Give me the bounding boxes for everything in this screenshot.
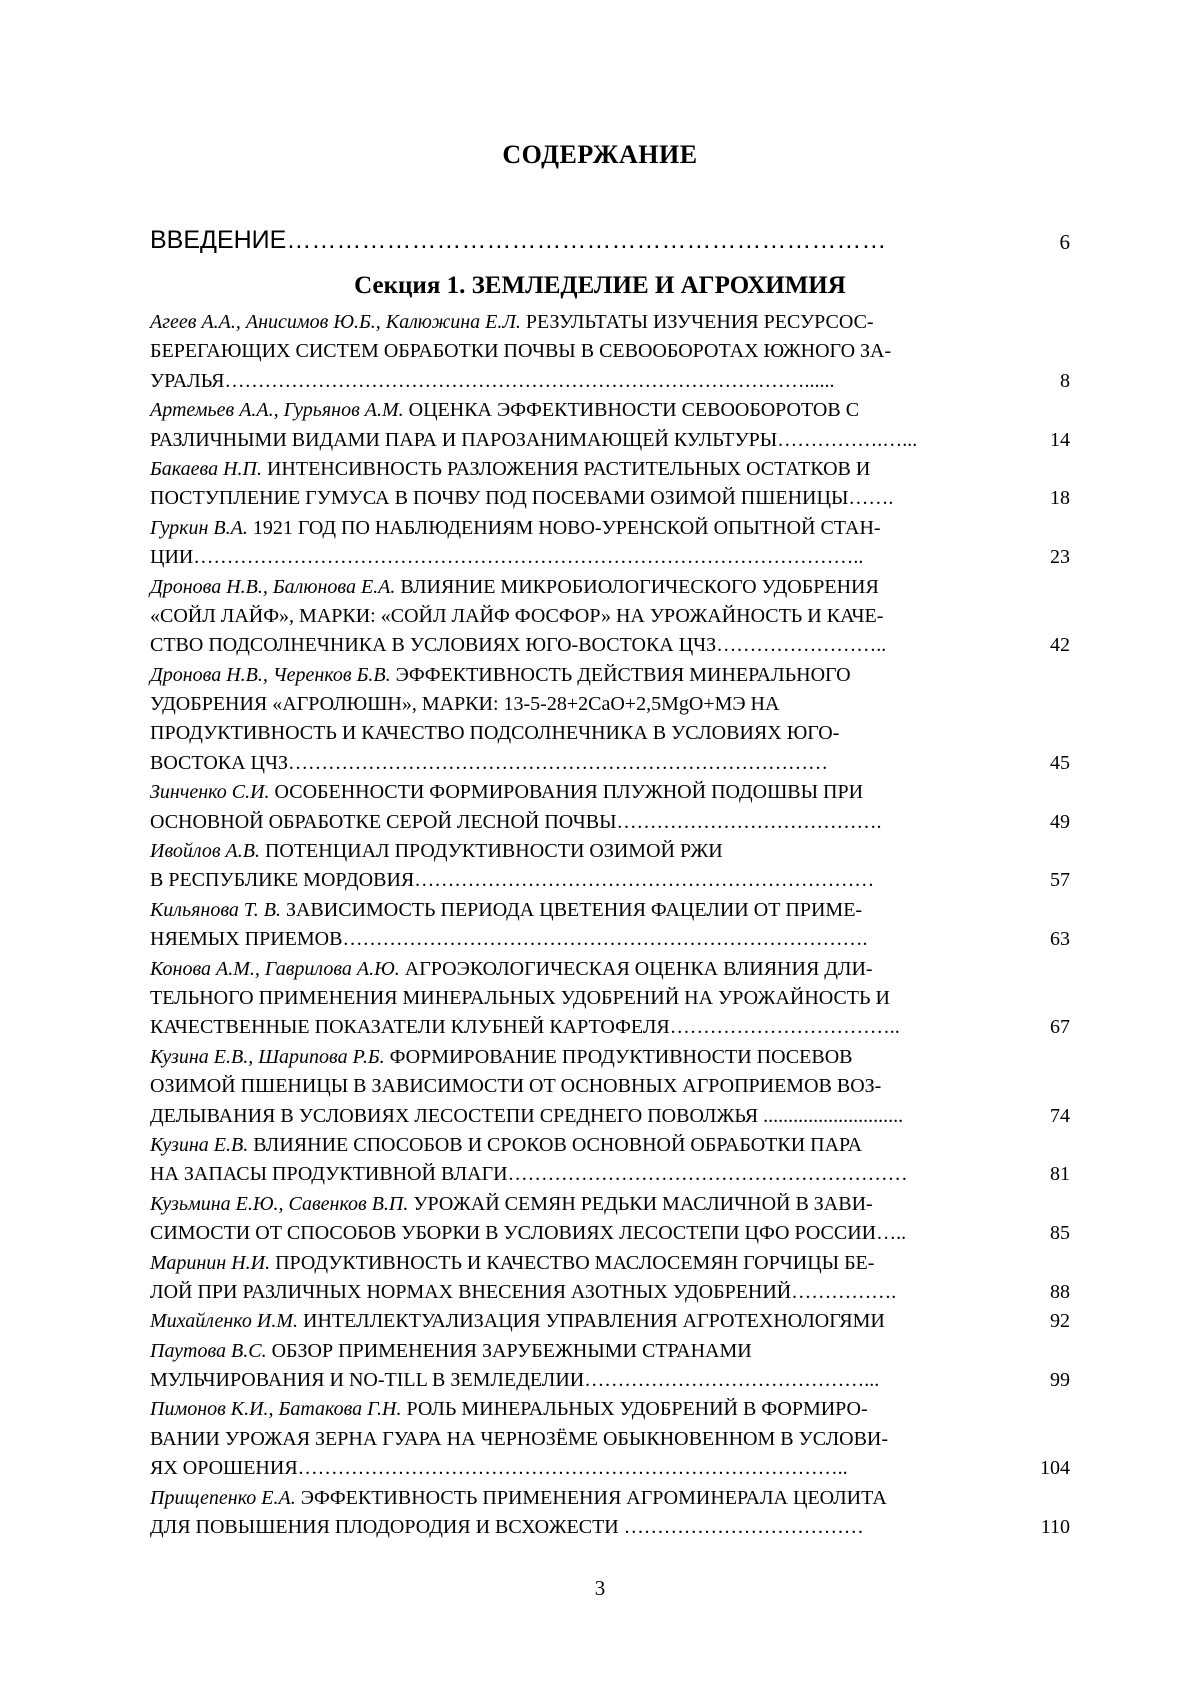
toc-entry-title: УРАЛЬЯ……………………………………………………………………………...... xyxy=(150,369,835,392)
toc-entry-page: 104 xyxy=(1040,1457,1070,1480)
toc-entry-page: 63 xyxy=(1050,928,1070,951)
toc-entry-authors: Кильянова Т. В. xyxy=(150,898,281,921)
toc-entry-title: ПОТЕНЦИАЛ ПРОДУКТИВНОСТИ ОЗИМОЙ РЖИ xyxy=(264,840,723,863)
toc-entry-title: ОСОБЕННОСТИ ФОРМИРОВАНИЯ ПЛУЖНОЙ ПОДОШВЫ ПРИ xyxy=(274,781,864,804)
toc-entry-title: МУЛЬЧИРОВАНИЯ И NO-TILL В ЗЕМЛЕДЕЛИИ……………………………………... xyxy=(150,1369,880,1392)
toc-entry-authors: Пимонов К.И., Батакова Г.Н. xyxy=(150,1398,402,1421)
toc-entry-title: РОЛЬ МИНЕРАЛЬНЫХ УДОБРЕНИЙ В ФОРМИРО- xyxy=(406,1398,868,1421)
toc-entry-line xyxy=(150,396,1070,425)
toc-entry xyxy=(150,1337,1070,1396)
toc-entry-authors: Кузина Е.В. xyxy=(150,1133,249,1156)
toc-entry-line xyxy=(150,1425,1070,1454)
toc-entry-line xyxy=(150,661,1070,690)
toc-entry-title: ПРОДУКТИВНОСТЬ И КАЧЕСТВО ПОДСОЛНЕЧНИКА В УСЛОВИЯХ ЮГО- xyxy=(150,722,840,745)
toc-entry xyxy=(150,1190,1070,1249)
page-title: СОДЕРЖАНИЕ xyxy=(502,140,698,169)
toc-entry xyxy=(150,955,1070,1043)
toc-entry-line xyxy=(150,573,1070,602)
toc-entry-line xyxy=(150,1454,1070,1483)
toc-entry-title: ИНТЕЛЛЕКТУАЛИЗАЦИЯ УПРАВЛЕНИЯ АГРОТЕХНОЛОГЯМИ xyxy=(303,1310,885,1333)
toc-entry-title: ПОСТУПЛЕНИЕ ГУМУСА В ПОЧВУ ПОД ПОСЕВАМИ ОЗИМОЙ ПШЕНИЦЫ……. xyxy=(150,487,894,510)
toc-entry-title: СТВО ПОДСОЛНЕЧНИКА В УСЛОВИЯХ ЮГО-ВОСТОКА ЦЧЗ…………………….. xyxy=(150,634,887,657)
toc-entry-line xyxy=(150,308,1070,337)
toc-entry-title: БЕРЕГАЮЩИХ СИСТЕМ ОБРАБОТКИ ПОЧВЫ В СЕВООБОРОТАХ ЮЖНОГО ЗА- xyxy=(150,340,892,363)
toc-entry-title: ЭФФЕКТИВНОСТЬ ДЕЙСТВИЯ МИНЕРАЛЬНОГО xyxy=(395,663,851,686)
toc-entry-authors: Зинченко С.И. xyxy=(150,781,270,804)
toc-entry-line xyxy=(150,337,1070,366)
toc-entry-page: 92 xyxy=(1050,1310,1070,1333)
toc-entry-line xyxy=(150,1337,1070,1366)
toc-entry-title: ЯХ ОРОШЕНИЯ……………………………………………………………………….. xyxy=(150,1457,848,1480)
toc-entry-title: ВОСТОКА ЦЧЗ……………………………………………………………………… xyxy=(150,751,829,774)
toc-entry-page: 74 xyxy=(1050,1104,1070,1127)
toc-entry-line xyxy=(150,749,1070,778)
toc-entry-authors: Бакаева Н.П. xyxy=(150,457,262,480)
toc-entry-title: ЛОЙ ПРИ РАЗЛИЧНЫХ НОРМАХ ВНЕСЕНИЯ АЗОТНЫХ УДОБРЕНИЙ……………. xyxy=(150,1280,897,1303)
toc-entry xyxy=(150,837,1070,896)
toc-entry-line xyxy=(150,896,1070,925)
toc-entry-line xyxy=(150,1307,1070,1336)
toc-entry-page: 88 xyxy=(1050,1280,1070,1303)
toc-entry-authors: Конова А.М., Гаврилова А.Ю. xyxy=(150,957,400,980)
toc-entry-title: УРОЖАЙ СЕМЯН РЕДЬКИ МАСЛИЧНОЙ В ЗАВИ- xyxy=(413,1192,873,1215)
toc-entry-line xyxy=(150,1219,1070,1248)
toc-entry-line xyxy=(150,808,1070,837)
toc-entry-title: «СОЙЛ ЛАЙФ», МАРКИ: «СОЙЛ ЛАЙФ ФОСФОР» НА УРОЖАЙНОСТЬ И КАЧЕ- xyxy=(150,604,884,627)
toc-entry-title: РАЗЛИЧНЫМИ ВИДАМИ ПАРА И ПАРОЗАНИМАЮЩЕЙ КУЛЬТУРЫ…………….…... xyxy=(150,428,918,451)
toc-entry-page: 81 xyxy=(1050,1163,1070,1186)
toc-entry-page: 42 xyxy=(1050,634,1070,657)
toc-entry-title: ЦИИ……………………………………………………………………………………….. xyxy=(150,546,864,569)
toc-entry-line xyxy=(150,1072,1070,1101)
toc-entry-title: ОСНОВНОЙ ОБРАБОТКЕ СЕРОЙ ЛЕСНОЙ ПОЧВЫ…………………………………. xyxy=(150,810,882,833)
toc-entry-line xyxy=(150,719,1070,748)
toc-entry-line xyxy=(150,1278,1070,1307)
toc-entry-line xyxy=(150,1249,1070,1278)
toc-entry-page: 49 xyxy=(1050,810,1070,833)
toc-entry-page: 18 xyxy=(1050,487,1070,510)
toc-entry-title: НЯЕМЫХ ПРИЕМОВ……………………………………………………………………. xyxy=(150,928,868,951)
toc-entry-authors: Артемьев А.А., Гурьянов А.М. xyxy=(150,399,404,422)
toc-entry-line xyxy=(150,984,1070,1013)
toc-entry-authors: Ивойлов А.В. xyxy=(150,840,260,863)
toc-entry-line xyxy=(150,426,1070,455)
toc-entry xyxy=(150,1043,1070,1131)
toc-entry-line xyxy=(150,602,1070,631)
toc-entry-title: ДЕЛЫВАНИЯ В УСЛОВИЯХ ЛЕСОСТЕПИ СРЕДНЕГО ПОВОЛЖЬЯ ............................ xyxy=(150,1104,904,1127)
toc-entry-title: ВЛИЯНИЕ СПОСОБОВ И СРОКОВ ОСНОВНОЙ ОБРАБОТКИ ПАРА xyxy=(253,1133,863,1156)
toc-entry xyxy=(150,778,1070,837)
toc-entry-line xyxy=(150,514,1070,543)
toc-entry-line xyxy=(150,1160,1070,1189)
toc-entry-page: 14 xyxy=(1050,428,1070,451)
toc-entry-line xyxy=(150,367,1070,396)
toc-entry-line xyxy=(150,866,1070,895)
toc-entry-title: В РЕСПУБЛИКЕ МОРДОВИЯ…………………………………………………………… xyxy=(150,869,875,892)
toc-entry-line xyxy=(150,1043,1070,1072)
toc-entry-authors: Маринин Н.И. xyxy=(150,1251,271,1274)
toc-entry-line xyxy=(150,778,1070,807)
toc-entry-line xyxy=(150,1131,1070,1160)
toc-entry-authors: Паутова В.С. xyxy=(150,1339,267,1362)
toc-entry-line xyxy=(150,543,1070,572)
toc-entry-page: 110 xyxy=(1040,1516,1070,1539)
toc-entry-line xyxy=(150,1102,1070,1131)
section-heading: Секция 1. ЗЕМЛЕДЕЛИЕ И АГРОХИМИЯ xyxy=(354,272,846,299)
toc-entry xyxy=(150,1131,1070,1190)
toc-entry-title: ЭФФЕКТИВНОСТЬ ПРИМЕНЕНИЯ АГРОМИНЕРАЛА ЦЕОЛИТА xyxy=(300,1486,887,1509)
toc-entries xyxy=(150,308,1070,1542)
toc-entry-line xyxy=(150,690,1070,719)
toc-entry xyxy=(150,455,1070,514)
toc-entry xyxy=(150,396,1070,455)
toc-entry-title: ОЗИМОЙ ПШЕНИЦЫ В ЗАВИСИМОСТИ ОТ ОСНОВНЫХ АГРОПРИЕМОВ ВОЗ- xyxy=(150,1075,882,1098)
toc-entry-authors: Агеев А.А., Анисимов Ю.Б., Калюжина Е.Л. xyxy=(150,311,521,333)
toc-entry-page: 8 xyxy=(1060,369,1070,392)
toc-entry-title: СИМОСТИ ОТ СПОСОБОВ УБОРКИ В УСЛОВИЯХ ЛЕСОСТЕПИ ЦФО РОССИИ….. xyxy=(150,1222,907,1245)
toc-entry xyxy=(150,1307,1070,1336)
toc-entry-title: ФОРМИРОВАНИЕ ПРОДУКТИВНОСТИ ПОСЕВОВ xyxy=(389,1045,853,1068)
toc-entry-line xyxy=(150,955,1070,984)
toc-intro-text: ВВЕДЕНИЕ……………………………………………………………… xyxy=(150,226,887,254)
toc-entry-title: ИНТЕНСИВНОСТЬ РАЗЛОЖЕНИЯ РАСТИТЕЛЬНЫХ ОСТАТКОВ И xyxy=(266,457,871,480)
toc-intro-page: 6 xyxy=(1059,230,1070,254)
toc-entry xyxy=(150,573,1070,661)
toc-entry xyxy=(150,1484,1070,1543)
toc-entry-page: 57 xyxy=(1050,869,1070,892)
toc-entry-title: ВАНИИ УРОЖАЯ ЗЕРНА ГУАРА НА ЧЕРНОЗЁМЕ ОБЫКНОВЕННОМ В УСЛОВИ- xyxy=(150,1427,889,1450)
toc-entry-authors: Прищепенко Е.А. xyxy=(150,1486,296,1509)
toc-entry xyxy=(150,514,1070,573)
toc-entry-title: ЗАВИСИМОСТЬ ПЕРИОДА ЦВЕТЕНИЯ ФАЦЕЛИИ ОТ ПРИМЕ- xyxy=(285,898,863,921)
toc-entry xyxy=(150,1395,1070,1483)
toc-entry-title: 1921 ГОД ПО НАБЛЮДЕНИЯМ НОВО-УРЕНСКОЙ ОПЫТНОЙ СТАН- xyxy=(252,516,881,539)
toc-entry xyxy=(150,896,1070,955)
toc-entry-title: ТЕЛЬНОГО ПРИМЕНЕНИЯ МИНЕРАЛЬНЫХ УДОБРЕНИЙ НА УРОЖАЙНОСТЬ И xyxy=(150,986,890,1009)
toc-entry-authors: Дронова Н.В., Балюнова Е.А. xyxy=(150,575,396,598)
toc-entry-line xyxy=(150,1395,1070,1424)
toc-entry-title: ОЦЕНКА ЭФФЕКТИВНОСТИ СЕВООБОРОТОВ С xyxy=(408,399,860,422)
toc-entry-title: АГРОЭКОЛОГИЧЕСКАЯ ОЦЕНКА ВЛИЯНИЯ ДЛИ- xyxy=(404,957,873,980)
toc-entry-line xyxy=(150,1513,1070,1542)
toc-entry-title: УДОБРЕНИЯ «АГРОЛЮШН», МАРКИ: 13-5-28+2CaO+2,5MgO+МЭ НА xyxy=(150,693,780,716)
page-number: 3 xyxy=(594,1576,606,1600)
toc-entry-line xyxy=(150,1190,1070,1219)
toc-entry-authors: Гуркин В.А. xyxy=(150,516,248,539)
toc-entry-authors: Михайленко И.М. xyxy=(150,1310,298,1333)
toc-entry-line xyxy=(150,925,1070,954)
toc-entry-line xyxy=(150,1013,1070,1042)
toc-entry-title: ДЛЯ ПОВЫШЕНИЯ ПЛОДОРОДИЯ И ВСХОЖЕСТИ ……………………………… xyxy=(150,1516,864,1539)
toc-entry xyxy=(150,661,1070,779)
toc-entry-title: ОБЗОР ПРИМЕНЕНИЯ ЗАРУБЕЖНЫМИ СТРАНАМИ xyxy=(271,1339,752,1362)
toc-entry-title: НА ЗАПАСЫ ПРОДУКТИВНОЙ ВЛАГИ…………………………………………………… xyxy=(150,1163,908,1186)
toc-entry xyxy=(150,1249,1070,1308)
toc-entry-page: 99 xyxy=(1050,1369,1070,1392)
toc-entry-title: РЕЗУЛЬТАТЫ ИЗУЧЕНИЯ РЕСУРСОС- xyxy=(525,311,874,333)
toc-entry-page: 23 xyxy=(1050,546,1070,569)
toc-entry-authors: Кузьмина Е.Ю., Савенков В.П. xyxy=(150,1192,409,1215)
toc-entry-page: 45 xyxy=(1050,751,1070,774)
toc-entry-title: ВЛИЯНИЕ МИКРОБИОЛОГИЧЕСКОГО УДОБРЕНИЯ xyxy=(400,575,879,598)
toc-entry-line xyxy=(150,1366,1070,1395)
toc-entry-page: 67 xyxy=(1050,1016,1070,1039)
toc-entry-line xyxy=(150,837,1070,866)
toc-entry-line xyxy=(150,631,1070,660)
toc-entry-line xyxy=(150,1484,1070,1513)
toc-entry-authors: Кузина Е.В., Шарипова Р.Б. xyxy=(150,1045,385,1068)
toc-entry-line xyxy=(150,455,1070,484)
toc-entry-title: ПРОДУКТИВНОСТЬ И КАЧЕСТВО МАСЛОСЕМЯН ГОРЧИЦЫ БЕ- xyxy=(275,1251,875,1274)
toc-entry xyxy=(150,308,1070,396)
toc-entry-authors: Дронова Н.В., Черенков Б.В. xyxy=(150,663,391,686)
toc-entry-line xyxy=(150,484,1070,513)
toc-entry-page: 85 xyxy=(1050,1222,1070,1245)
toc-entry-title: КАЧЕСТВЕННЫЕ ПОКАЗАТЕЛИ КЛУБНЕЙ КАРТОФЕЛЯ…………………………….. xyxy=(150,1016,900,1039)
